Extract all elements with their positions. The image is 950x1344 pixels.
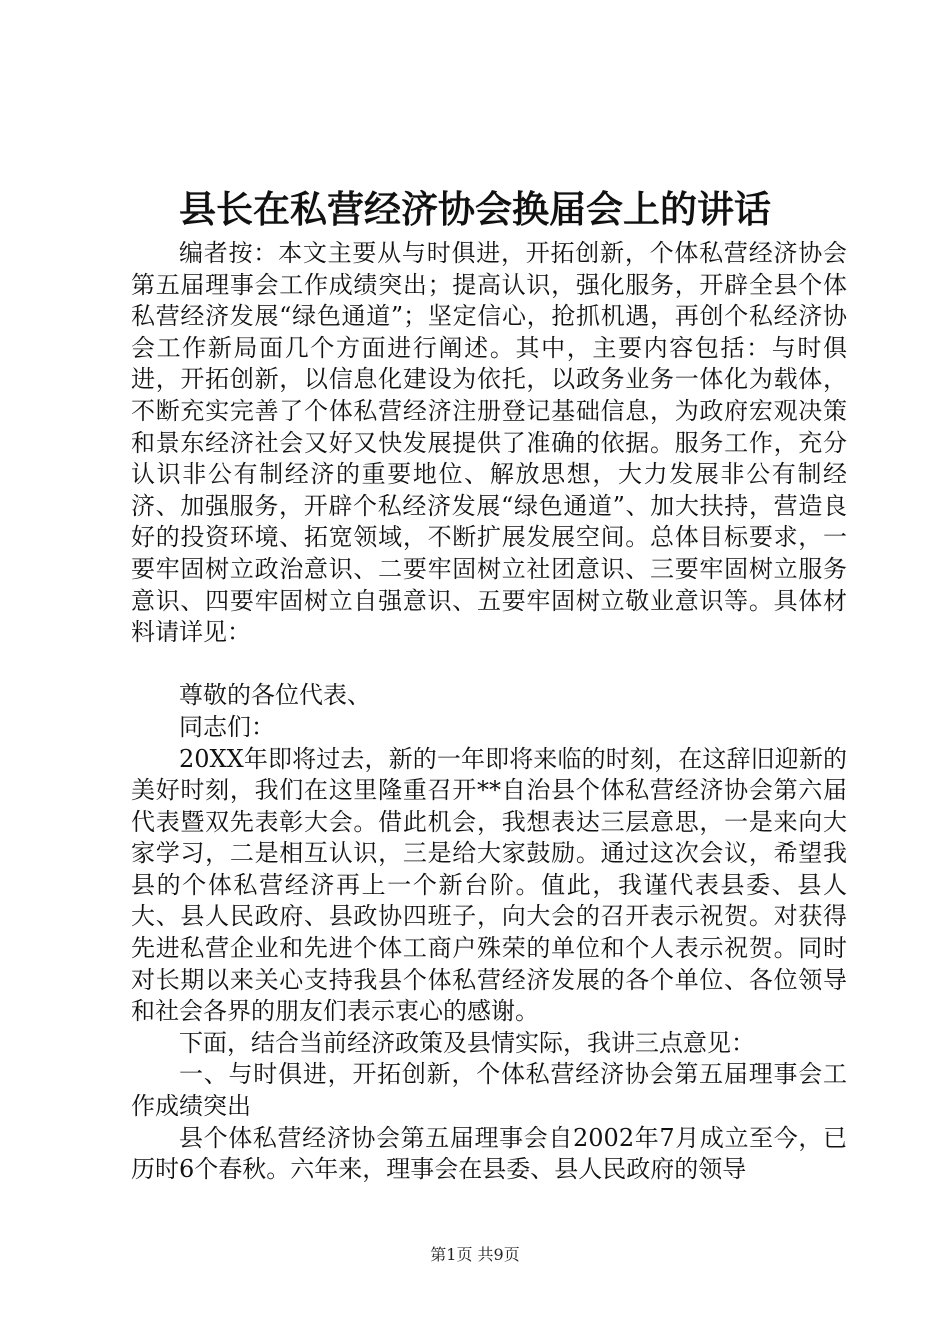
salutation-line: 尊敬的各位代表、 bbox=[179, 681, 371, 710]
document-title: 县长在私营经济协会换届会上的讲话 bbox=[179, 187, 771, 231]
body-paragraph: 县个体私营经济协会第五届理事会自2002年7月成立至今，已历时6个春秋。六年来，理事会在县委、县人民政府的领导 bbox=[131, 1123, 847, 1184]
section-heading: 一、与时俱进，开拓创新，个体私营经济协会第五届理事会工作成绩突出 bbox=[131, 1060, 847, 1121]
paragraph-spacer bbox=[131, 649, 847, 681]
document-body bbox=[131, 238, 847, 1186]
editor-note-paragraph: 编者按：本文主要从与时俱进，开拓创新，个体私营经济协会第五届理事会工作成绩突出；提高认识，强化服务，开辟全县个体私营经济发展“绿色通道”；坚定信心，抢抓机遇，再创个私经济协会工作新局面几个方面进行阐述。其中，主要内容包括：与时俱进，开拓创新，以信息化建设为依托，以政务业务一体化为载体，不断充实完善了个体私营经济注册登记基础信息，为政府宏观决策和景东经济社会又好又快发展提供了准确的依据。服务工作，充分认识非公有制经济的重要地位、解放思想，大力发展非公有制经济、加强服务，开辟个私经济发展“绿色通道”、加大扶持，营造良好的投资环境、拓宽领域，不断扩展发展空间。总体目标要求，一要牢固树立政治意识、二要牢固树立社团意识、三要牢固树立服务意识、四要牢固树立自强意识、五要牢固树立敬业意识等。具体材料请详见： bbox=[131, 239, 847, 647]
salutation-line: 同志们： bbox=[179, 712, 275, 741]
opening-paragraph: 20XX年即将过去，新的一年即将来临的时刻，在这辞旧迎新的美好时刻，我们在这里隆重召开**自治县个体私营经济协会第六届代表暨双先表彰大会。借此机会，我想表达三层意思，一是来向大家学习，二是相互认识，三是给大家鼓励。通过这次会议，希望我县的个体私营经济再上一个新台阶。值此，我谨代表县委、县人大、县人民政府、县政协四班子，向大会的召开表示祝贺。对获得先进私营企业和先进个体工商户殊荣的单位和个人表示祝贺。同时对长期以来关心支持我县个体私营经济发展的各个单位、各位领导和社会各界的朋友们表示衷心的感谢。 bbox=[131, 744, 847, 1026]
page-footer: 第1页 共9页 bbox=[430, 1245, 520, 1264]
transition-paragraph: 下面，结合当前经济政策及县情实际，我讲三点意见： bbox=[179, 1028, 755, 1057]
